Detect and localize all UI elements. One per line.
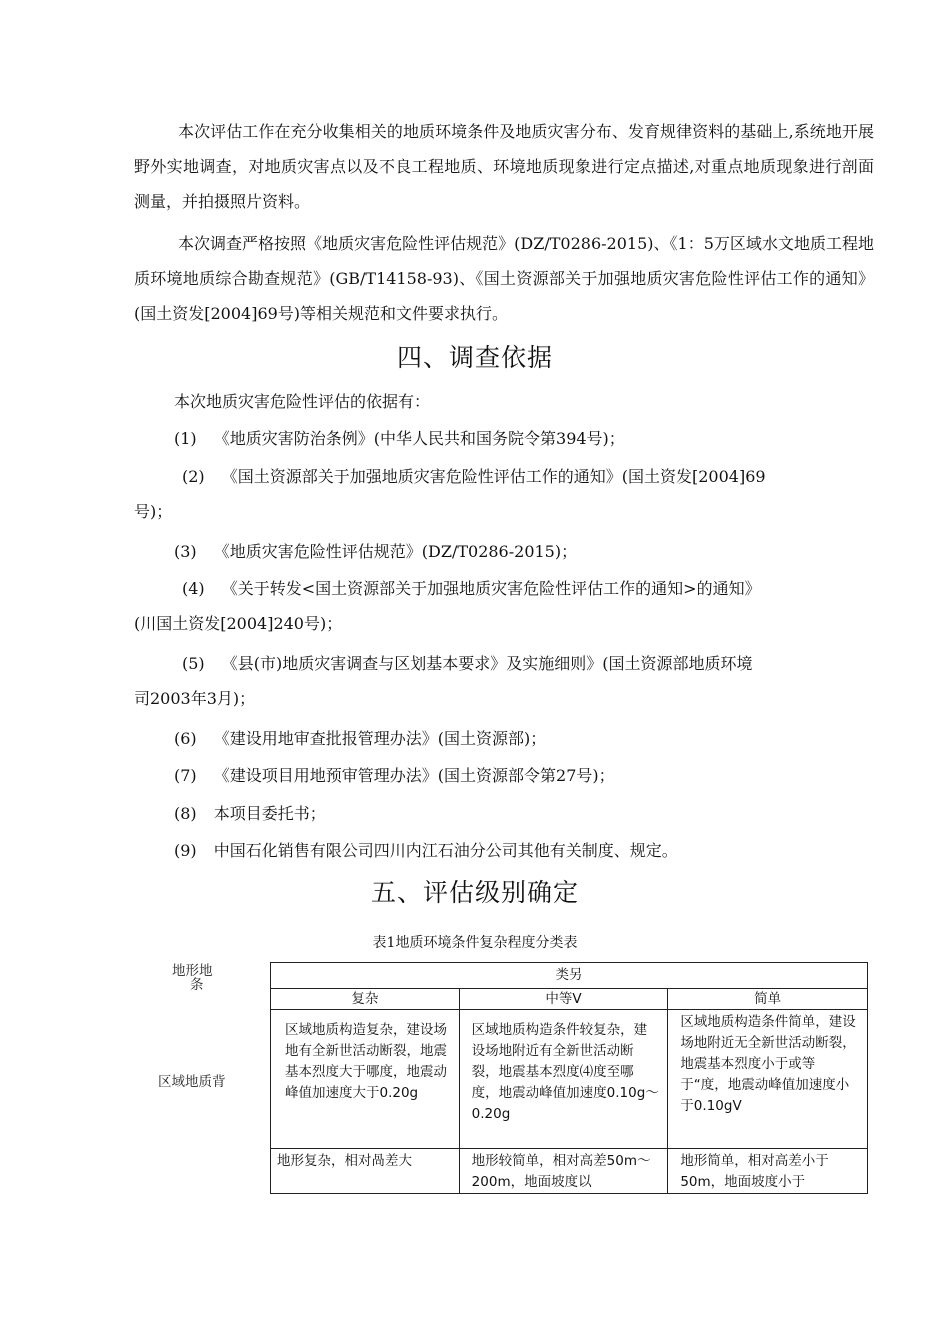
table-header-group: 类另 bbox=[271, 963, 868, 989]
basis-item-text: 《地质灾害危险性评估规范》(DZ/T0286-2015)； bbox=[213, 542, 578, 561]
basis-item-text: 《地质灾害防治条例》(中华人民共和国务院令第394号)； bbox=[213, 429, 625, 448]
table-cell: 区域地质构造复杂，建设场地有全新世活动断裂，地震基本烈度大于哪度，地震动峰值加速度大于0.20g bbox=[271, 1010, 460, 1149]
table-column-header: 复杂 bbox=[271, 989, 460, 1010]
paragraph-survey-standards: 本次调查严格按照《地质灾害危险性评估规范》(DZ/T0286-2015)、《1：5万区域水文地质工程地质环境地质综合勘查规范》(GB/T14158-93)、《国土资源部关于加强地质灾害危险性评估工作的通知》(国土资发[2004]69号)等相关规范和文件要求执行。 bbox=[134, 234, 874, 323]
table-caption: 表1地质环境条件复杂程度分类表 bbox=[372, 935, 578, 951]
basis-item bbox=[174, 534, 874, 569]
basis-item-text: 中国石化销售有限公司四川内江石油分公司其他有关制度、规定。 bbox=[213, 841, 678, 860]
table-cell: 地形复杂，相对咼差大 bbox=[271, 1149, 460, 1194]
side-label-terrain bbox=[172, 964, 213, 992]
basis-item bbox=[134, 459, 874, 529]
basis-item-continuation: (川国土资发[2004]240号)； bbox=[134, 614, 343, 633]
basis-item-number: (6) bbox=[174, 729, 197, 748]
basis-item-text: 本项目委托书； bbox=[213, 804, 326, 823]
table-cell: 地形较简单，相对高差50m〜200m，地面坡度以 bbox=[459, 1149, 668, 1194]
basis-item bbox=[134, 646, 874, 716]
basis-item bbox=[174, 796, 874, 831]
basis-item-number: (3) bbox=[174, 542, 197, 561]
basis-item-number: (8) bbox=[174, 804, 197, 823]
basis-item bbox=[174, 833, 874, 868]
basis-item-text: 《国土资源部关于加强地质灾害危险性评估工作的通知》(国土资发[2004]69 bbox=[221, 467, 766, 486]
section-heading-assessment-level: 五、评估级别确定 bbox=[370, 878, 579, 907]
basis-item-text: 《建设用地审查批报管理办法》(国土资源部)； bbox=[213, 729, 547, 748]
basis-item-continuation: 号)； bbox=[134, 502, 173, 521]
table-header-group-row bbox=[271, 963, 868, 989]
basis-item-number: (7) bbox=[174, 766, 197, 785]
table-column-header: 中等V bbox=[459, 989, 668, 1010]
table-row bbox=[271, 1149, 868, 1194]
basis-intro: 本次地质灾害危险性评估的依据有： bbox=[174, 392, 431, 411]
table-row bbox=[271, 1010, 868, 1149]
basis-item-number: (5) bbox=[182, 654, 205, 673]
side-label-line: 条 bbox=[190, 977, 204, 993]
side-label-regional-geology: 区域地质背 bbox=[158, 1074, 226, 1090]
table-cell: 区域地质构造条件简单，建设场地附近无全新世活动断裂，地震基本烈度小于或等于“度，地震动峰值加速度小于0.10gV bbox=[668, 1010, 868, 1149]
table-header-row bbox=[271, 989, 868, 1010]
table-cell: 区域地质构造条件较复杂，建设场地附近有全新世活动断裂，地震基本烈度⑷度至哪度，地震动峰值加速度0.10g〜0.20g bbox=[459, 1010, 668, 1149]
basis-item-number: (9) bbox=[174, 841, 197, 860]
basis-item-text: 《关于转发<国土资源部关于加强地质灾害危险性评估工作的通知>的通知》 bbox=[221, 579, 761, 598]
paragraph-survey-method: 本次评估工作在充分收集相关的地质环境条件及地质灾害分布、发育规律资料的基础上,系统地开展野外实地调查，对地质灾害点以及不良工程地质、环境地质现象进行定点描述,对重点地质现象进行剖面测量，并拍摄照片资料。 bbox=[134, 122, 874, 211]
basis-item bbox=[174, 758, 874, 793]
basis-item-number: (2) bbox=[182, 467, 205, 486]
basis-item bbox=[174, 721, 874, 756]
basis-item-continuation: 司2003年3月)； bbox=[134, 689, 256, 708]
table-column-header: 简单 bbox=[668, 989, 868, 1010]
section-heading-survey-basis: 四、调查依据 bbox=[396, 343, 553, 372]
basis-item-text: 《建设项目用地预审管理办法》(国土资源部令第27号)； bbox=[213, 766, 615, 785]
basis-item-number: (1) bbox=[174, 429, 197, 448]
table-cell: 地形简单，相对高差小于50m，地面坡度小于 bbox=[668, 1149, 868, 1194]
basis-item bbox=[174, 421, 874, 456]
basis-item-number: (4) bbox=[182, 579, 205, 598]
basis-item bbox=[134, 571, 874, 641]
complexity-classification-table bbox=[270, 962, 868, 1194]
basis-item-text: 《县(市)地质灾害调查与区划基本要求》及实施细则》(国土资源部地质环境 bbox=[221, 654, 753, 673]
side-label-line: 地形地 bbox=[172, 963, 213, 979]
